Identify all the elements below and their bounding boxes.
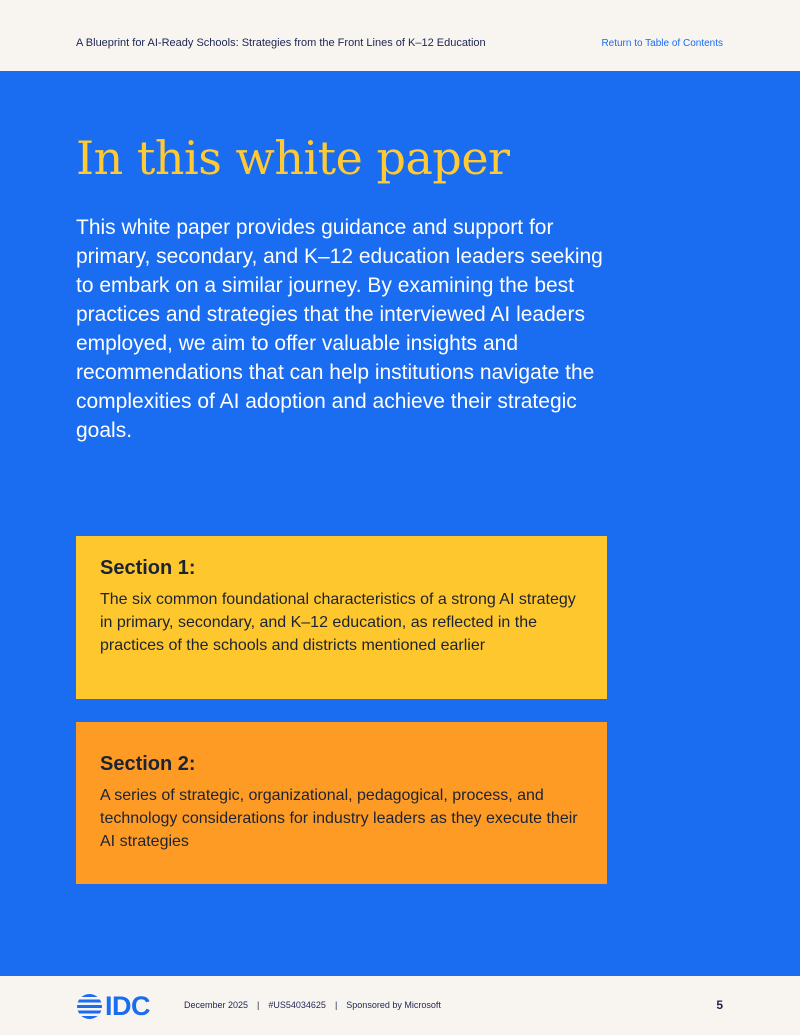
section-2-box xyxy=(76,722,607,884)
footer-doc-id: #US54034625 xyxy=(268,1000,326,1010)
footer-meta: December 2025 | #US54034625 | Sponsored by Microsoft xyxy=(184,1000,441,1010)
globe-icon xyxy=(77,994,102,1019)
logo-text: IDC xyxy=(105,991,150,1021)
page-title: In this white paper xyxy=(76,131,510,185)
return-to-toc-link[interactable]: Return to Table of Contents xyxy=(601,38,723,49)
section-2-heading: Section 2: xyxy=(100,753,196,775)
idc-logo xyxy=(77,991,150,1021)
section-2-text: A series of strategic, organizational, pedagogical, process, and technology considerations for industry leaders as they execute their AI strategies xyxy=(100,787,578,850)
main-content xyxy=(0,71,800,976)
section-1-text: The six common foundational characteristics of a strong AI strategy in primary, secondary, and K–12 education, as reflected in the practices of the schools and districts mentioned earlier xyxy=(100,591,576,654)
section-1-box xyxy=(76,536,607,699)
intro-paragraph: This white paper provides guidance and support for primary, secondary, and K–12 education leaders seeking to embark on a similar journey. By examining the best practices and strategies that the interviewed AI leaders employed, we aim to offer valuable insights and recommendations that can help institutions navigate the complexities of AI adoption and achieve their strategic goals. xyxy=(76,216,603,442)
page-number: 5 xyxy=(716,998,723,1012)
footer-sponsor: Sponsored by Microsoft xyxy=(346,1000,441,1010)
page-footer xyxy=(0,976,800,1035)
footer-date: December 2025 xyxy=(184,1000,249,1010)
document-title: A Blueprint for AI-Ready Schools: Strategies from the Front Lines of K–12 Education xyxy=(76,37,486,49)
page-header xyxy=(0,0,800,71)
section-1-heading: Section 1: xyxy=(100,557,196,579)
